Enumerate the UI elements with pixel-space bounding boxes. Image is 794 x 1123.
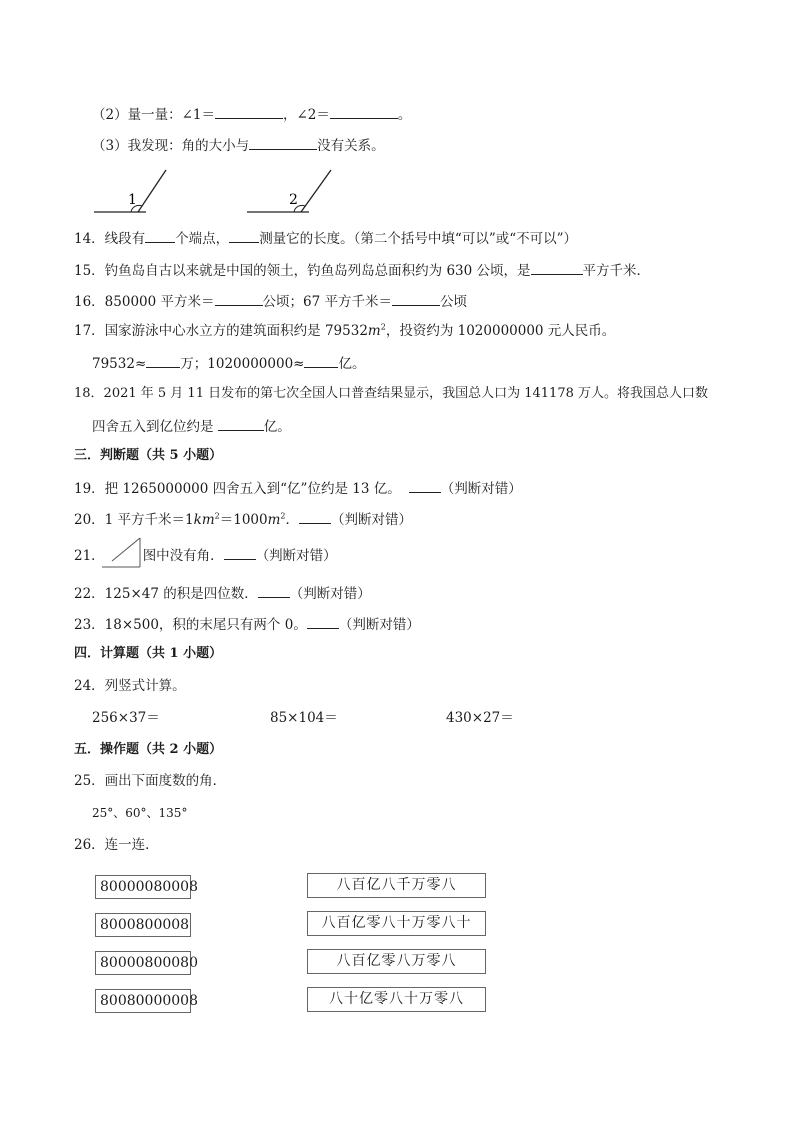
- question-25-angles: 25°、60°、135°: [92, 806, 188, 820]
- question-16: 16．850000 平方米＝ 公顷；67 平方千米＝ 公顷: [74, 291, 467, 311]
- question-18-line-2: 四舍五入到亿位约是 亿。: [92, 416, 291, 436]
- question-24: 24．列竖式计算。: [74, 678, 186, 694]
- match-number-box[interactable]: 8000800008: [95, 913, 191, 937]
- question-18-line-1: 18．2021 年 5 月 11 日发布的第七次全国人口普查结果显示，我国总人口为 141178 万人。将我国总人口数: [74, 386, 708, 401]
- answer-blank[interactable]: [392, 291, 440, 306]
- answer-blank[interactable]: [145, 228, 175, 243]
- match-word-box[interactable]: 八十亿零八十万零八: [307, 987, 486, 1012]
- angle-2-label: 2: [289, 192, 298, 208]
- question-19: 19．把 1265000000 四舍五入到“亿”位约是 13 亿。 （判断对错）: [74, 478, 522, 498]
- match-number-box[interactable]: 80000800080: [95, 951, 191, 975]
- answer-blank[interactable]: [218, 416, 264, 431]
- section-3-heading: 三．判断题（共 5 小题）: [74, 448, 223, 463]
- question-22: 22．125×47 的积是四位数． （判断对错）: [74, 583, 371, 603]
- answer-blank[interactable]: [299, 509, 331, 524]
- answer-blank[interactable]: [146, 353, 180, 368]
- calc-2: 85×104＝: [270, 710, 338, 726]
- question-25: 25．画出下面度数的角．: [74, 773, 227, 789]
- question-14: 14．线段有 个端点， 测量它的长度。（第二个括号中填“可以”或“不可以”）: [74, 228, 577, 248]
- answer-blank[interactable]: [215, 291, 263, 306]
- question-3-discover: （3）我发现：角的大小与 没有关系。: [92, 135, 385, 155]
- answer-blank[interactable]: [215, 104, 283, 119]
- question-23: 23．18×500，积的末尾只有两个 0。 （判断对错）: [74, 614, 420, 634]
- question-17-line-1: 17．国家游泳中心水立方的建筑面积约是 $79532m^2$，投资约为 1020000000 元人民币。: [74, 322, 616, 339]
- match-word-box[interactable]: 八百亿八千万零八: [307, 873, 486, 898]
- match-number-box[interactable]: 80080000008: [95, 989, 191, 1013]
- match-word-box[interactable]: 八百亿零八十万零八十: [307, 911, 486, 936]
- answer-blank[interactable]: [304, 353, 338, 368]
- question-21: 21． 图中没有角． （判断对错）: [74, 545, 337, 565]
- question-20: 20．1 平方千米$=1km^2=1000m^2$． （判断对错）: [74, 509, 412, 529]
- angle-1-figure: [90, 166, 180, 218]
- answer-blank[interactable]: [307, 614, 339, 629]
- question-15: 15．钓鱼岛自古以来就是中国的领土，钓鱼岛列岛总面积约为 630 公顷，是 平方千米．: [74, 260, 650, 280]
- figure-right-angle-shape: [100, 536, 144, 570]
- section-4-heading: 四．计算题（共 1 小题）: [74, 646, 223, 661]
- question-2-measure: （2）量一量：∠1＝ ，∠2＝ 。: [92, 104, 411, 124]
- question-17-line-2: 79532≈ 万；1020000000≈ 亿。: [92, 353, 365, 373]
- answer-blank[interactable]: [330, 104, 398, 119]
- answer-blank[interactable]: [531, 260, 583, 275]
- calc-3: 430×27＝: [446, 710, 514, 726]
- answer-blank[interactable]: [229, 228, 259, 243]
- angle-1-label: 1: [128, 192, 137, 208]
- angle-2-figure: [243, 166, 343, 218]
- answer-blank[interactable]: [409, 478, 441, 493]
- answer-blank[interactable]: [249, 135, 317, 150]
- calc-1: 256×37＝: [92, 710, 160, 726]
- section-5-heading: 五．操作题（共 2 小题）: [74, 742, 223, 757]
- answer-blank[interactable]: [224, 545, 256, 560]
- question-26: 26．连一连．: [74, 837, 159, 853]
- match-number-box[interactable]: 80000080008: [95, 875, 191, 899]
- match-word-box[interactable]: 八百亿零八万零八: [307, 949, 486, 974]
- answer-blank[interactable]: [258, 583, 290, 598]
